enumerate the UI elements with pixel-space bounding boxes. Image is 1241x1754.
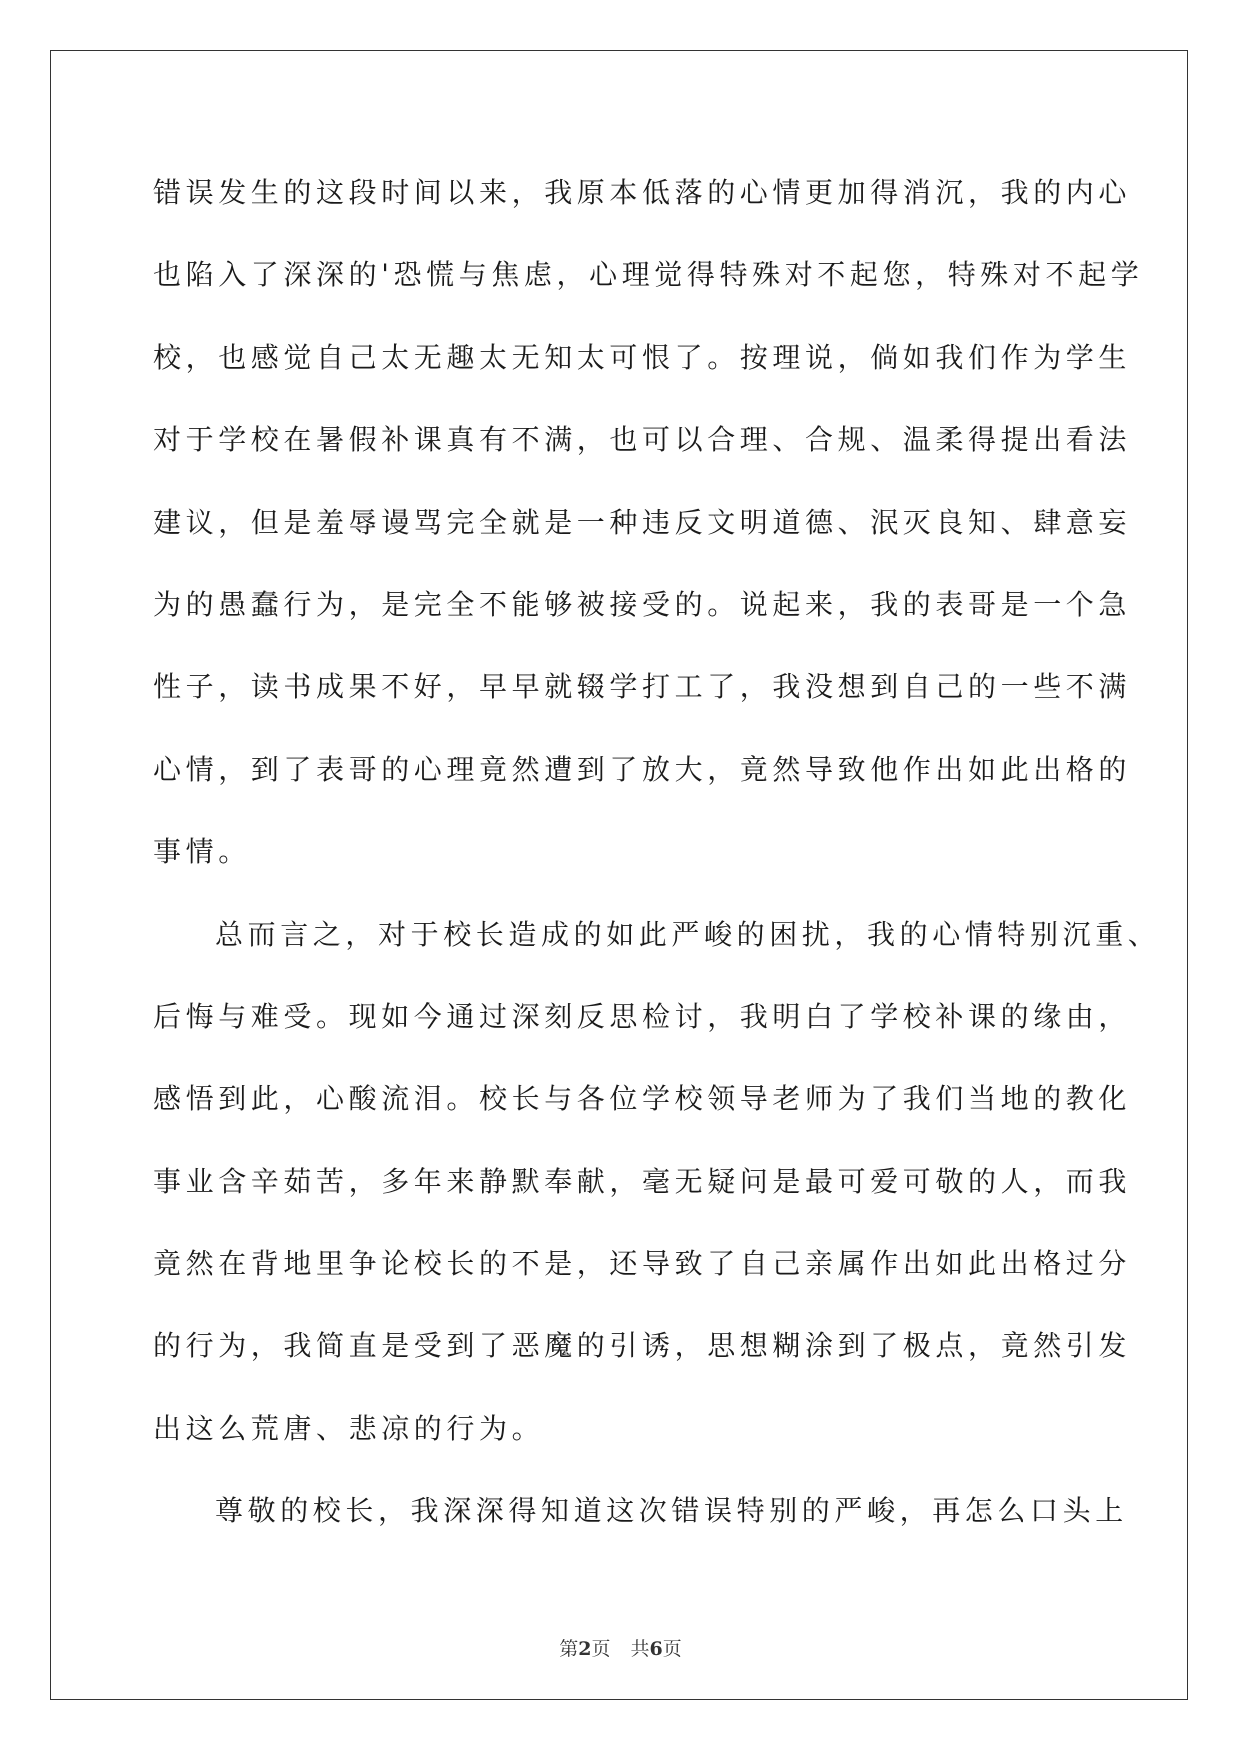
page-suffix: 页	[591, 1638, 611, 1660]
text-line: 校，也感觉自己太无趣太无知太可恨了。按理说，倘如我们作为学生	[153, 340, 1132, 374]
text-line: 事业含辛茹苦，多年来静默奉献，毫无疑问是最可爱可敬的人，而我	[153, 1164, 1132, 1198]
text-line: 竟然在背地里争论校长的不是，还导致了自己亲属作出如此出格过分	[153, 1247, 1132, 1281]
total-prefix: 共	[630, 1638, 650, 1660]
text-line: 为的愚蠢行为，是完全不能够被接受的。说起来，我的表哥是一个急	[153, 587, 1132, 621]
page-prefix: 第	[559, 1638, 579, 1660]
text-line: 事情。	[153, 835, 251, 869]
page-number: 2	[578, 1638, 592, 1660]
text-line: 也陷入了深深的'恐慌与焦虑，心理觉得特殊对不起您，特殊对不起学	[153, 258, 1144, 292]
text-line: 后悔与难受。现如今通过深刻反思检讨，我明白了学校补课的缘由，	[153, 999, 1132, 1033]
text-line: 心情，到了表哥的心理竟然遭到了放大，竟然导致他作出如此出格的	[153, 752, 1132, 786]
document-body	[153, 152, 1161, 1553]
text-line: 总而言之，对于校长造成的如此严峻的困扰，我的心情特别沉重、	[215, 917, 1161, 951]
text-line: 尊敬的校长，我深深得知道这次错误特别的严峻，再怎么口头上	[215, 1494, 1128, 1528]
page-footer	[0, 1634, 1241, 1661]
text-line: 错误发生的这段时间以来，我原本低落的心情更加得消沉，我的内心	[153, 176, 1132, 209]
text-line: 对于学校在暑假补课真有不满，也可以合理、合规、温柔得提出看法	[153, 423, 1132, 457]
text-line: 的行为，我简直是受到了恶魔的引诱，思想糊涂到了极点，竟然引发	[153, 1329, 1132, 1363]
total-suffix: 页	[662, 1638, 682, 1660]
text-line: 性子，读书成果不好，早早就辍学打工了，我没想到自己的一些不满	[153, 670, 1132, 704]
total-pages: 6	[649, 1638, 663, 1660]
text-line: 感悟到此，心酸流泪。校长与各位学校领导老师为了我们当地的教化	[153, 1082, 1132, 1116]
text-line: 建议，但是羞辱谩骂完全就是一种违反文明道德、泯灭良知、肆意妄	[153, 505, 1132, 539]
text-line: 出这么荒唐、悲凉的行为。	[153, 1411, 545, 1445]
